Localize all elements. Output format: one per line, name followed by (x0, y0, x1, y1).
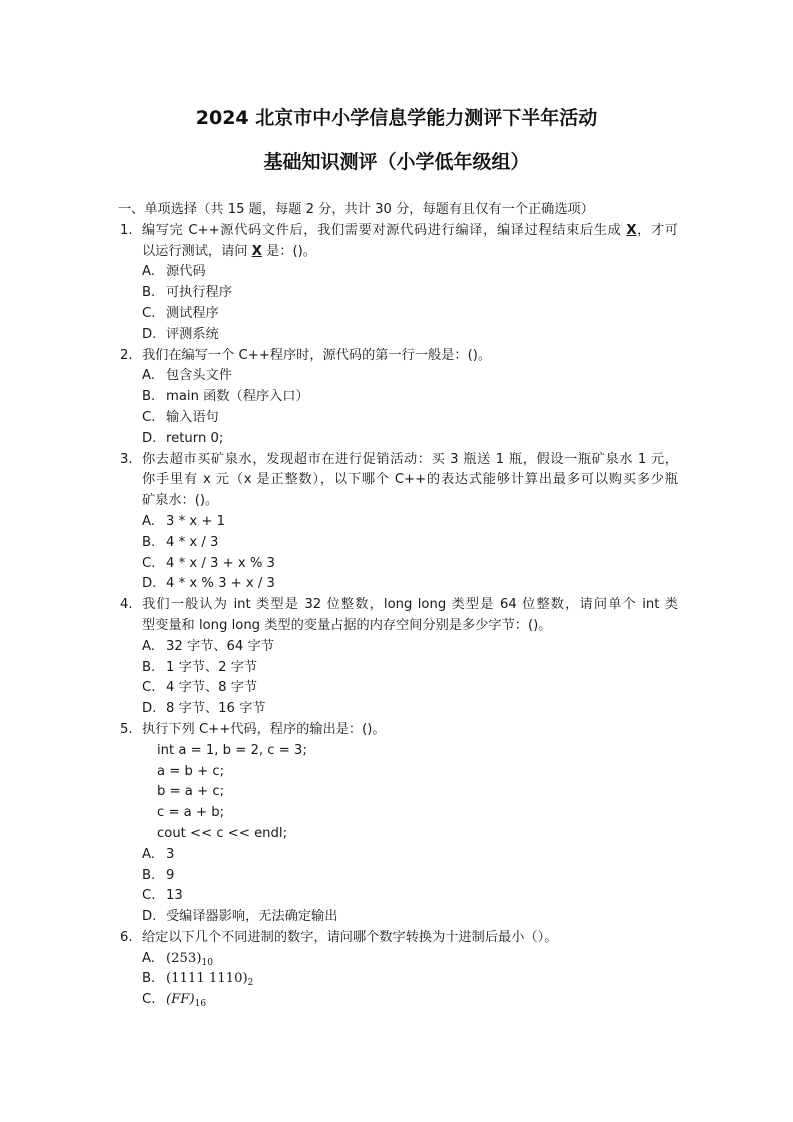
question-text-continued: 矿泉水：()。 (142, 493, 219, 509)
option-c: C. 输入语句 (142, 409, 219, 425)
option-c: C. 测试程序 (142, 305, 219, 321)
option-c: C. $(FF)_{16}$ (142, 992, 207, 1010)
option-b: B. 1 字节、2 字节 (142, 659, 258, 675)
code-line: cout << c << endl; (157, 825, 288, 841)
math-number: $(253)_{10}$ (166, 950, 213, 968)
underlined-mark: X (626, 222, 637, 238)
question-5 (118, 720, 678, 741)
option-b: B. 可执行程序 (142, 285, 232, 301)
question-number: 6. (120, 929, 133, 945)
question-text-continued: 型变量和 long long 类型的变量占据的内存空间分别是多少字节：()。 (142, 617, 552, 633)
question-number: 5. (120, 721, 133, 737)
code-line: int a = 1, b = 2, c = 3; (157, 742, 307, 758)
code-line: c = a + b; (157, 805, 225, 821)
option-a: A. 32 字节、64 字节 (142, 638, 274, 654)
question-text: 给定以下几个不同进制的数字，请问哪个数字转换为十进制后最小（）。 (142, 929, 558, 945)
option-b: B. 9 (142, 867, 175, 883)
question-list (118, 200, 678, 1011)
question-text: 我们在编写一个 C++程序时，源代码的第一行一般是：()。 (142, 347, 492, 363)
question-text: 我们一般认为 int 类型是 32 位整数，long long 类型是 64 位整数，请问单个 int 类 (142, 597, 678, 613)
section-heading: 一、单项选择（共 15 题，每题 2 分，共计 30 分，每题有且仅有一个正确选项） (118, 202, 594, 217)
option-d: D. 受编译器影响，无法确定输出 (142, 909, 338, 925)
math-number: (1111 $1110)_2$ (166, 971, 254, 989)
question-text: 编写完 C++源代码文件后，我们需要对源代码进行编译，编译过程结束后生成 X，才可 (142, 222, 678, 238)
document-subtitle: 基础知识测评（小学低年级组） (263, 151, 530, 173)
option-c: C. 4 字节、8 字节 (142, 680, 258, 696)
question-number: 1. (120, 222, 133, 238)
underlined-mark: X (251, 243, 262, 259)
option-d: D. 8 字节、16 字节 (142, 701, 266, 717)
code-line: b = a + c; (157, 784, 225, 800)
question-text: 执行下列 C++代码，程序的输出是：()。 (142, 721, 386, 737)
option-a: A. 3 * x + 1 (142, 513, 225, 529)
question-text: 你去超市买矿泉水，发现超市在进行促销活动：买 3 瓶送 1 瓶，假设一瓶矿泉水 1 元， (142, 451, 678, 467)
code-line: a = b + c; (157, 763, 225, 779)
option-d: D. 4 * x % 3 + x / 3 (142, 576, 275, 592)
question-text-continued: 以运行测试，请问 X 是：()。 (142, 243, 316, 259)
option-b: B. 4 * x / 3 (142, 534, 219, 550)
question-number: 2. (120, 347, 133, 363)
question-number: 4. (120, 597, 133, 613)
option-a: A. 3 (142, 846, 175, 862)
option-b: B. main 函数（程序入口） (142, 389, 309, 405)
question-2 (118, 346, 678, 367)
option-b: B. (1111 $1110)_2$ (142, 971, 254, 989)
question-text-continued: 你手里有 x 元（x 是正整数），以下哪个 C++的表达式能够计算出最多可以购买多少瓶 (142, 472, 678, 488)
math-number: $(FF)_{16}$ (166, 992, 207, 1010)
question-6 (118, 928, 678, 949)
option-c: C. 13 (142, 888, 183, 904)
question-3 (118, 450, 678, 471)
question-number: 3. (120, 451, 133, 467)
question-1 (118, 221, 678, 242)
option-d: D. 评测系统 (142, 326, 219, 342)
option-c: C. 4 * x / 3 + x % 3 (142, 555, 275, 571)
document-title: 2024 北京市中小学信息学能力测评下半年活动 (195, 107, 598, 129)
option-a: A. 包含头文件 (142, 368, 232, 384)
question-4 (118, 595, 678, 616)
option-d: D. return 0; (142, 430, 224, 446)
option-a: A. $(253)_{10}$ (142, 950, 213, 968)
option-a: A. 源代码 (142, 264, 206, 280)
